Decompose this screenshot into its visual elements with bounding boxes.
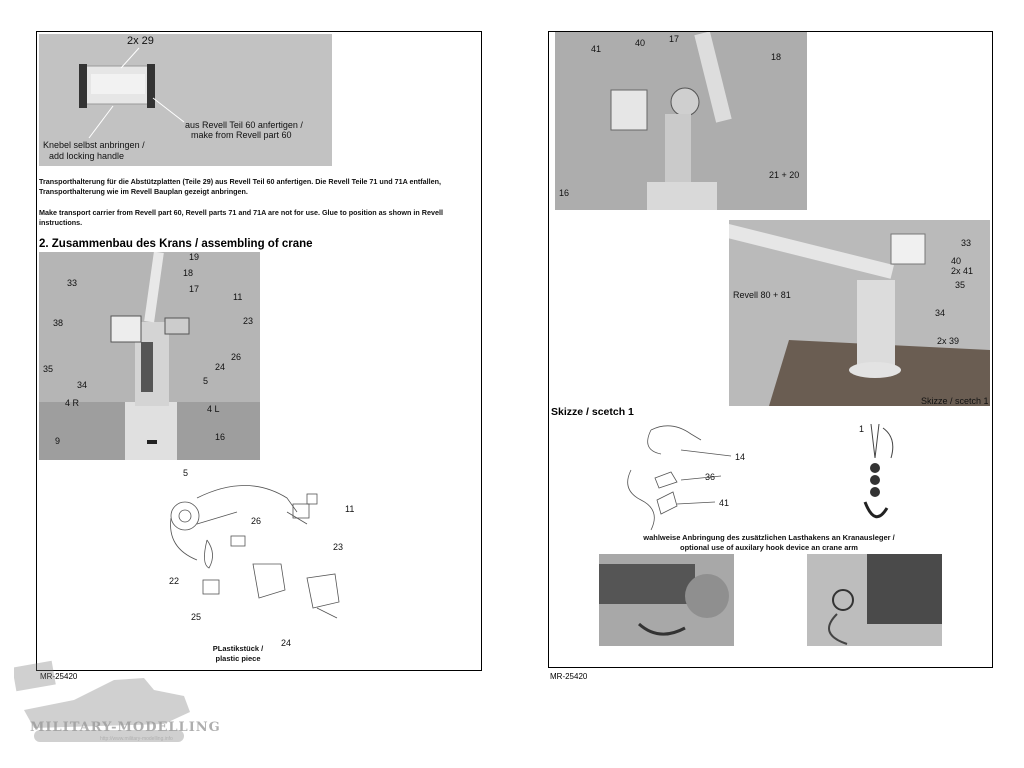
photo4-label-2x-39: 2x 39	[937, 336, 960, 346]
photo3-label-41: 41	[591, 44, 602, 54]
photo1-label-top: 2x 29	[127, 35, 154, 47]
paragraph-german: Transporthalterung für die Abstützplatten (Teile 29) aus Revell Teil 60 anfertigen. Die Revell Teile 71 und 71A entfallen, Transporthalterung wie im Revell Bauplan gezeigt anbringen.	[39, 177, 442, 196]
watermark-text: MILITARY-MODELLING	[30, 720, 221, 735]
photo2-label-17: 17	[189, 284, 200, 294]
photo2-label-23: 23	[243, 316, 254, 326]
photo3-label-17: 17	[669, 34, 680, 44]
hook-illustration-image	[821, 418, 929, 532]
photo4-label-sketch: Skizze / scetch 1	[921, 396, 989, 406]
drawing-label-22: 22	[169, 576, 180, 586]
photo3-label-40: 40	[635, 38, 646, 48]
hook-sketch-drawing	[611, 420, 751, 532]
hook-photo-left	[599, 554, 734, 646]
photo2-label-35: 35	[43, 364, 54, 374]
sketch-label-41: 41	[719, 498, 730, 508]
photo2-label-34: 34	[77, 380, 88, 390]
right-page	[548, 31, 993, 668]
photo4-label-2x-41: 2x 41	[951, 266, 974, 276]
photo2-label-4l: 4 L	[207, 404, 220, 414]
photo2-label-4r: 4 R	[65, 398, 80, 408]
left-page-footer: MR-25420	[40, 672, 78, 681]
drawing-label-11: 11	[345, 504, 355, 514]
crane-side-image	[729, 220, 990, 406]
photo-crane-side	[729, 220, 990, 406]
drawing-label-24: 24	[281, 638, 292, 648]
sketch-caption-2: optional use of auxilary hook device an crane arm	[680, 543, 858, 552]
drawing-label-25: 25	[191, 612, 202, 622]
photo-crane-top	[555, 32, 807, 210]
photo4-label-40: 40	[951, 256, 962, 266]
sketch-label-36: 36	[705, 472, 716, 482]
drawing-caption-1: PLastikstück /	[212, 644, 264, 653]
right-page-footer: MR-25420	[550, 672, 588, 681]
photo2-label-19: 19	[189, 252, 200, 262]
hook-photo-right-image	[807, 554, 942, 646]
photo1-label-right-2: make from Revell part 60	[191, 130, 292, 140]
photo3-label-18: 18	[771, 52, 782, 62]
photo2-label-9: 9	[55, 436, 61, 446]
parts-line-drawing	[157, 468, 367, 668]
photo2-label-5: 5	[203, 376, 209, 386]
section-heading: 2. Zusammenbau des Krans / assembling of crane	[39, 238, 313, 250]
photo2-label-11: 11	[233, 292, 243, 302]
photo1-label-right-1: aus Revell Teil 60 anfertigen /	[185, 120, 303, 130]
photo1-label-left-1: Knebel selbst anbringen /	[43, 140, 145, 150]
photo3-label-21-20: 21 + 20	[769, 170, 800, 180]
left-page	[36, 31, 482, 671]
sketch-heading: Skizze / scetch 1	[551, 406, 634, 418]
watermark-tank-logo	[14, 650, 204, 750]
watermark-url: http://www.military-modelling.info	[100, 736, 173, 742]
sketch-label-14: 14	[735, 452, 746, 462]
photo4-label-34: 34	[935, 308, 946, 318]
photo-crane-assembly	[39, 252, 260, 460]
photo2-label-33: 33	[67, 278, 78, 288]
photo4-label-revell: Revell 80 + 81	[733, 290, 791, 300]
crane-top-image	[555, 32, 807, 210]
photo2-label-26: 26	[231, 352, 242, 362]
hook-illustration	[821, 418, 929, 532]
photo-transport-carrier	[39, 34, 332, 166]
sketch-label-1: 1	[859, 424, 865, 434]
hook-photo-left-image	[599, 554, 734, 646]
photo2-label-18: 18	[183, 268, 194, 278]
parts-drawing	[157, 468, 367, 668]
photo1-label-left-2: add locking handle	[49, 151, 125, 161]
sketch-caption-1: wahlweise Anbringung des zusätzlichen Lasthakens an Kranausleger /	[643, 533, 895, 542]
drawing-label-23: 23	[333, 542, 344, 552]
paragraph-english: Make transport carrier from Revell part 60, Revell parts 71 and 71A are not for use. Glue to position as shown in Revell instructions.	[39, 208, 443, 227]
photo4-label-33: 33	[961, 238, 972, 248]
hook-sketch-image	[611, 420, 751, 532]
drawing-label-26: 26	[251, 516, 262, 526]
photo2-label-24: 24	[215, 362, 226, 372]
hook-photo-right	[807, 554, 942, 646]
photo2-label-16: 16	[215, 432, 226, 442]
photo2-label-38: 38	[53, 318, 64, 328]
drawing-caption-2: plastic piece	[215, 654, 261, 663]
photo4-label-35: 35	[955, 280, 966, 290]
drawing-label-5: 5	[183, 468, 189, 478]
photo3-label-16: 16	[559, 188, 570, 198]
